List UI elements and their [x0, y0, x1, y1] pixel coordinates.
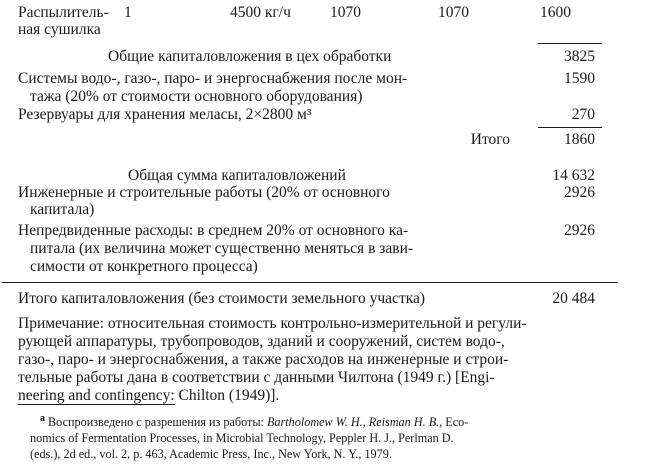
item-value-1: 1070 — [330, 4, 361, 21]
utilities-value: 1590 — [564, 70, 595, 87]
item-count: 1 — [124, 4, 132, 21]
note-line1: Примечание: относительная стоимость контрольно-измерительной и регули- — [18, 315, 527, 332]
total-rule — [2, 282, 618, 283]
processing-total-value: 3825 — [564, 48, 595, 65]
total-value: 20 484 — [552, 290, 595, 307]
engineering-line2: капитала) — [30, 201, 95, 218]
note-line5 — [18, 387, 279, 404]
footnote-line1-pre: Воспроизведено с разрешения из работы: — [48, 415, 267, 429]
footnote-mark: a — [40, 413, 45, 424]
note-line5-rest: Chilton (1949)]. — [174, 387, 280, 404]
total-label: Итого капиталовложения (без стоимости земельного участка) — [18, 290, 426, 307]
subtotal-value: 1860 — [564, 131, 595, 148]
item-value-2: 1070 — [438, 4, 469, 21]
sum-rule-2 — [538, 127, 602, 128]
grand-sum-value: 14 632 — [552, 167, 595, 184]
note-line2: рующей аппаратуры, трубопроводов, зданий и сооружений, систем водо-, — [18, 333, 505, 350]
note-line4: тельные работы дана в соответствии с данными Чилтона (1949 г.) [Engi- — [18, 369, 495, 386]
item-capacity: 4500 кг/ч — [230, 4, 291, 21]
contingency-line3: симости от конкретного процесса) — [30, 258, 258, 275]
footnote-line2: nomics of Fermentation Processes, in Microbial Technology, Peppler H. J., Perlman D. — [30, 431, 454, 445]
item-name-line1: Распылитель- — [18, 4, 109, 21]
subtotal-label: Итого — [470, 131, 510, 148]
note-line3: газо-, паро- и энергоснабжения, а также расходов на инженерные и строи- — [18, 351, 509, 368]
contingency-value: 2926 — [564, 222, 595, 239]
footnote-line1-post: , Eco- — [439, 415, 469, 429]
utilities-line2: тажа (20% от стоимости основного оборудования) — [30, 88, 363, 105]
utilities-line1: Системы водо-, газо-, паро- и энергоснабжения после мон- — [18, 70, 408, 87]
item-value-3: 1600 — [540, 4, 571, 21]
footnote-authors: Bartholomew W. H., Reisman H. B. — [266, 415, 440, 429]
engineering-value: 2926 — [564, 184, 595, 201]
note-line5-underlined: neering and contingency: — [18, 387, 175, 404]
grand-sum-label: Общая сумма капиталовложений — [128, 167, 346, 184]
processing-total-label: Общие капиталовложения в цех обработки — [108, 48, 392, 65]
contingency-line1: Непредвиденные расходы: в среднем 20% от основного ка- — [18, 222, 409, 239]
tanks-value: 270 — [571, 106, 595, 123]
sum-rule-1 — [538, 43, 602, 44]
contingency-line2: питала (их величина может существенно меняться в зави- — [30, 240, 414, 257]
footnote-line3: (eds.), 2d ed., vol. 2, p. 463, Academic Press, Inc., New York, N. Y., 1979. — [30, 447, 392, 461]
engineering-line1: Инженерные и строительные работы (20% от основного — [18, 184, 390, 201]
item-name-line2: ная сушилка — [18, 21, 101, 38]
tanks-label: Резервуары для хранения меласы, 2×2800 м³ — [18, 106, 312, 123]
